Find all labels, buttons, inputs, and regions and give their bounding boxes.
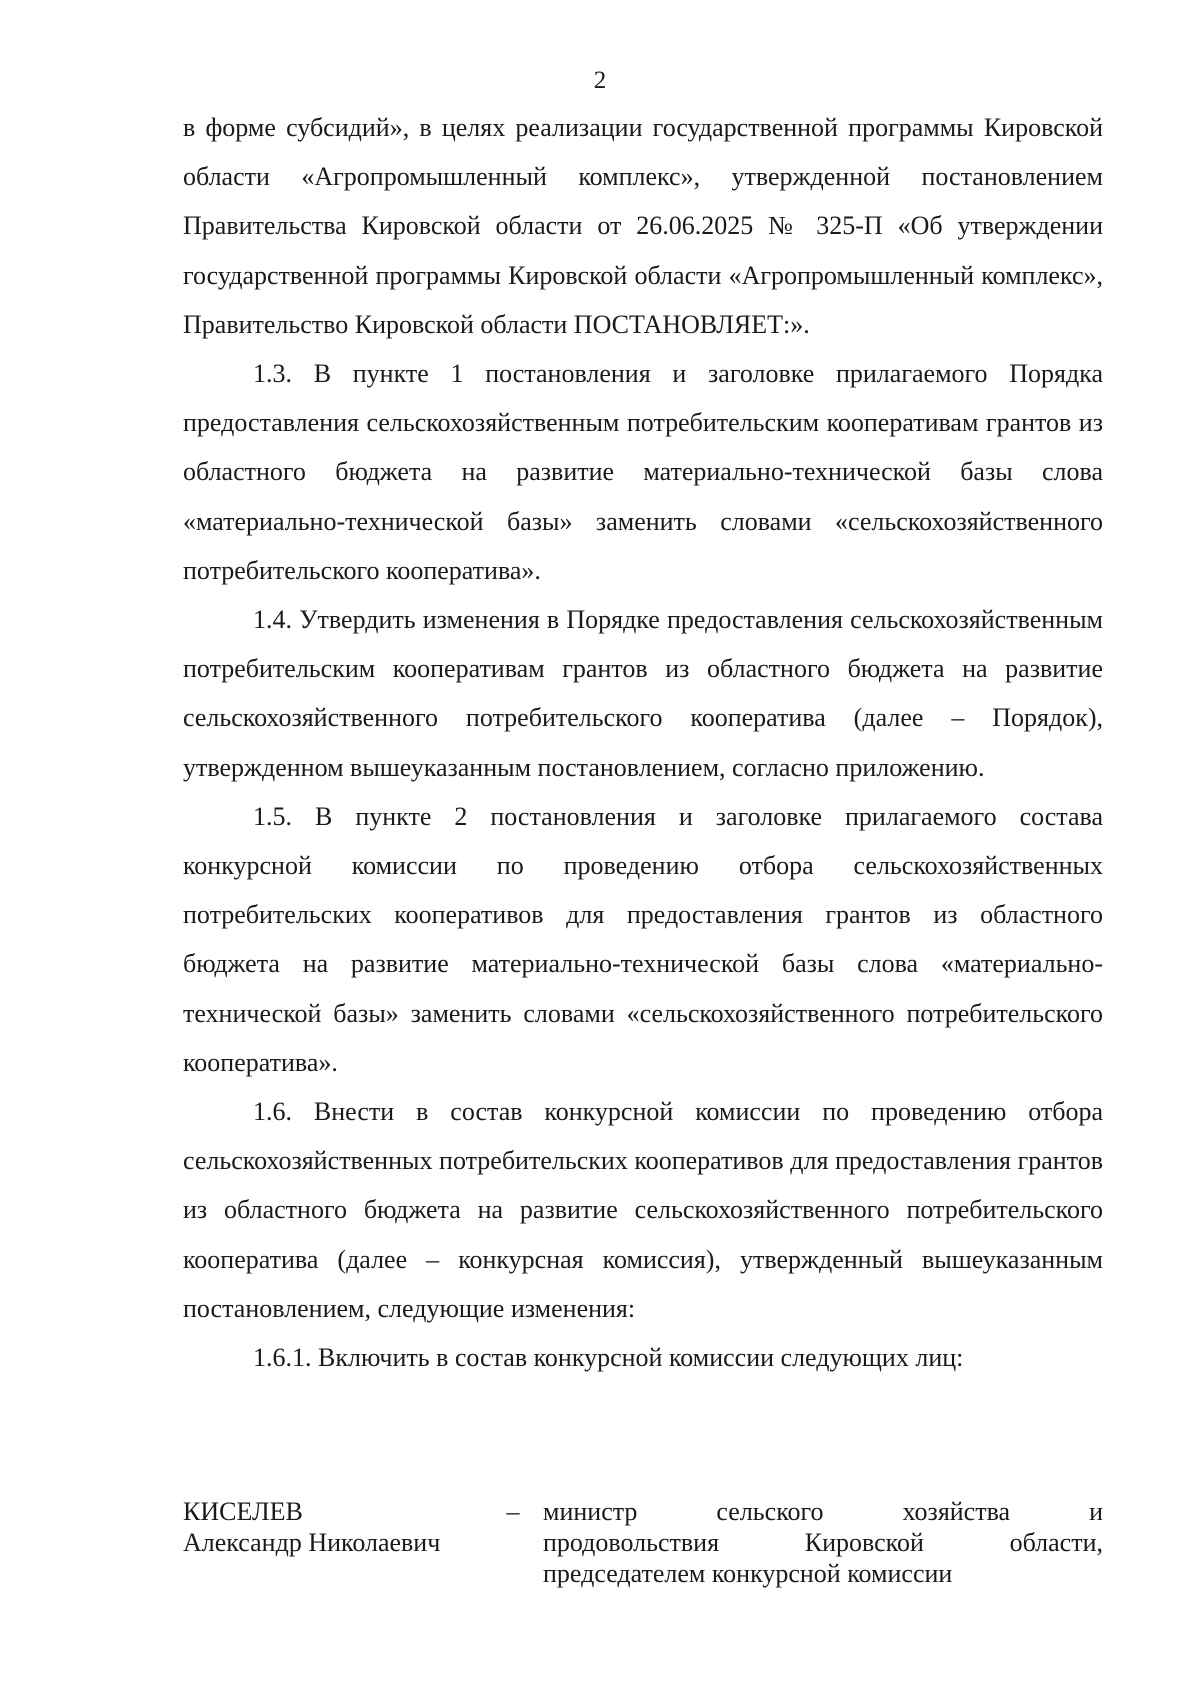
paragraph-intro: в форме субсидий», в целях реализации государственной программы Кировской области «Агропромышленный комплекс», утвержденной постановлением Правительства Кировской области от 26.06.2025 № 325-П «Об утверждении государственной программы Кировской области «Агропромышленный комплекс», Правительство Кировской области ПОСТАНОВЛЯЕТ:». xyxy=(183,113,1103,339)
paragraph-1-3: 1.3. В пункте 1 постановления и заголовке прилагаемого Порядка предоставления сельскохозяйственным потребительским кооперативам грантов из областного бюджета на развитие материально-технической базы слова «материально-технической базы» заменить словами «сельскохозяйственного потребительского кооператива». xyxy=(183,359,1103,585)
member-dash: – xyxy=(506,1497,520,1526)
member-description-line: председателем конкурсной комиссии xyxy=(543,1559,953,1588)
member-description xyxy=(543,1496,1103,1589)
paragraph-1-4: 1.4. Утвердить изменения в Порядке предоставления сельскохозяйственным потребительским кооперативам грантов из областного бюджета на развитие сельскохозяйственного потребительского кооператива (далее – Порядок), утвержденном вышеуказанным постановлением, согласно приложению. xyxy=(183,605,1103,782)
paragraph-1-6-1: 1.6.1. Включить в состав конкурсной комиссии следующих лиц: xyxy=(253,1343,964,1373)
member-given-names: Александр Николаевич xyxy=(183,1528,441,1557)
page-number: 2 xyxy=(593,67,607,94)
commission-members-list xyxy=(183,1496,1103,1589)
member-description-line: министр сельского хозяйства и xyxy=(543,1497,1103,1526)
member-name xyxy=(183,1496,483,1558)
paragraph-1-6: 1.6. Внести в состав конкурсной комиссии по проведению отбора сельскохозяйственных потребительских кооперативов для предоставления грантов из областного бюджета на развитие сельскохозяйственного потребительского кооператива (далее – конкурсная комиссия), утвержденный вышеуказанным постановлением, следующие изменения: xyxy=(183,1097,1103,1323)
member-surname: КИСЕЛЕВ xyxy=(183,1497,303,1526)
document-body xyxy=(183,103,1103,1382)
member-row xyxy=(183,1496,1103,1589)
paragraph-1-5: 1.5. В пункте 2 постановления и заголовке прилагаемого состава конкурсной комиссии по проведению отбора сельскохозяйственных потребительских кооперативов для предоставления грантов из областного бюджета на развитие материально-технической базы слова «материально-технической базы» заменить словами «сельскохозяйственного потребительского кооператива». xyxy=(183,801,1103,1077)
member-description-line: продовольствия Кировской области, xyxy=(543,1528,1103,1557)
